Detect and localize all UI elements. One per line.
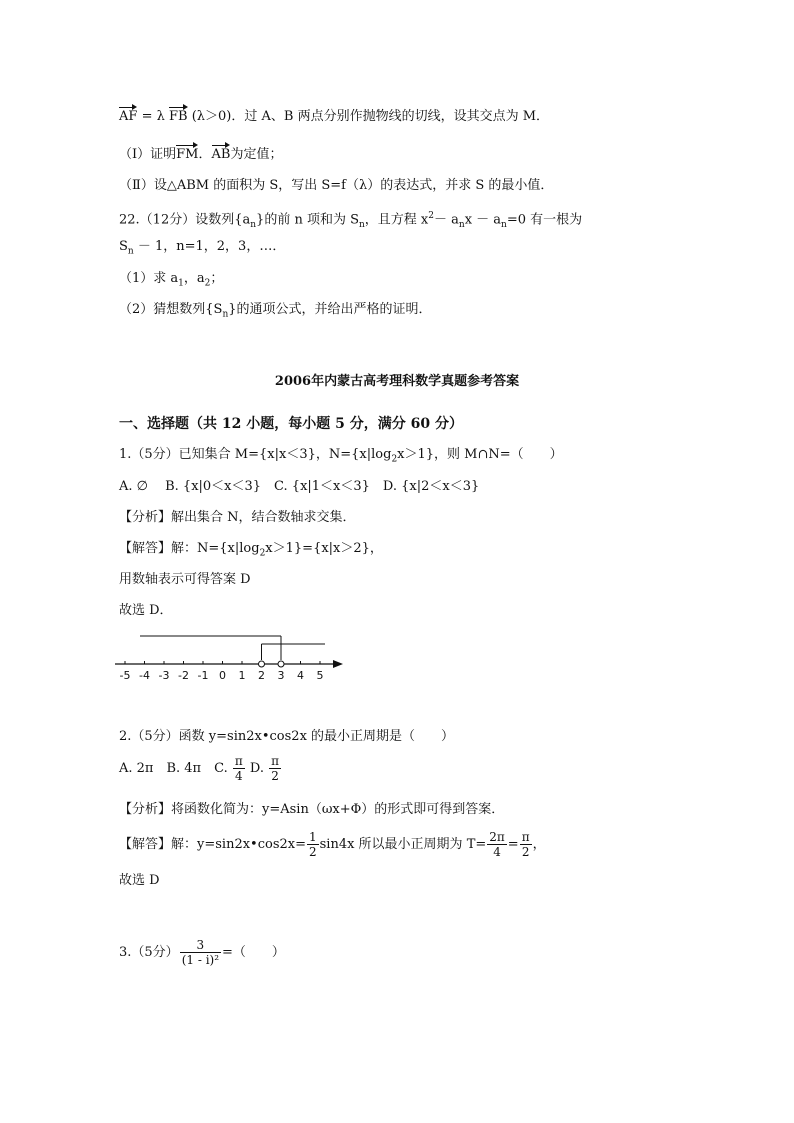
- vector-ab: AB: [211, 147, 231, 162]
- question-2-options: A. 2π B. 4π C. $\frac{\pi}{4}$ D. $\frac{\pi}{2}$: [119, 754, 280, 783]
- problem-22-stem-line2: $S_n - 1$，n=1，2，3，…．: [119, 239, 286, 257]
- problem-22-stem: 22.（12分）设数列$\{a_n\}$的前 n 项和为 $S_n$，且方程 $x^2- a_nx - a_n=0$ 有一根为: [119, 211, 583, 230]
- open-circle-3: [278, 661, 284, 667]
- number-line-figure: [110, 628, 360, 688]
- problem-prev-line1: AF = λ FB (λ＞0)．过 A、B 两点分别作抛物线的切线，设其交点为 M．: [119, 109, 550, 124]
- question-3-stem: 3.（5分） $\frac{3}{\text{(1 - i)²}}$ =（ ）: [119, 938, 285, 967]
- question-1-choice: 故选 D．: [119, 603, 173, 618]
- number-line-tick-label: 4: [297, 669, 304, 682]
- number-line-tick-label: 5: [316, 669, 324, 682]
- question-1-line3: 用数轴表示可得答案 D: [119, 572, 251, 587]
- section-heading: 一、选择题（共 12 小题，每小题 5 分，满分 60 分）: [119, 416, 463, 432]
- problem-prev-part2: （Ⅱ）设△ABM 的面积为 S，写出 S=f（λ）的表达式，并求 S 的最小值．: [119, 178, 554, 193]
- problem-22-part2: （2）猜想数列$\{S_n\}$的通项公式，并给出严格的证明．: [119, 302, 432, 320]
- question-2-choice: 故选 D: [119, 873, 160, 888]
- vector-fb: FB: [169, 109, 188, 124]
- number-line-tick-label: -3: [158, 669, 170, 682]
- question-1-solution: 【解答】解：$N=\{x|\log_2x>1\}=\{x|x>2\}$，: [119, 541, 383, 559]
- question-2-solution: 【解答】解：y=sin2x•cos2x= $\frac{1}{2}$ sin4x 所以最小正周期为 T= $\frac{2\pi}{4}$ = $\frac{\pi}{2}$ ，: [119, 830, 546, 859]
- fraction-pi-over-2: $\frac{\pi}{2}$: [271, 754, 280, 783]
- open-circle-2: [259, 661, 265, 667]
- answer-title: 2006年内蒙古高考理科数学真题参考答案: [274, 374, 520, 389]
- number-line-tick-label: -4: [139, 669, 150, 682]
- number-line-tick-label: -5: [119, 669, 131, 682]
- question-1-stem: 1.（5分）已知集合 M={x|x＜3}，$N=\{x|\log_2x>1\}$，则 M∩N=（ ）: [119, 447, 563, 465]
- question-1-options: A. ∅ B. {x|0＜x＜3} C. {x|1＜x＜3} D. {x|2＜x＜3}: [119, 479, 480, 494]
- question-2-analysis: 【分析】将函数化简为：y=Asin（ωx+Φ）的形式即可得到答案．: [119, 802, 505, 817]
- number-line-tick-label: 3: [277, 669, 285, 682]
- question-1-analysis: 【分析】解出集合 N，结合数轴求交集．: [119, 510, 356, 525]
- number-line-arrow-icon: [333, 660, 343, 668]
- number-line-tick-label: 0: [219, 669, 226, 682]
- number-line-tick-label: 1: [238, 669, 246, 682]
- number-line-tick-label: -2: [178, 669, 189, 682]
- fraction-3-over-1-minus-i-squared: $\frac{3}{\text{(1 - i)²}}$: [181, 938, 220, 967]
- fraction-pi-over-2-result: $\frac{\pi}{2}$: [521, 830, 530, 859]
- fraction-2pi-over-4: $\frac{2\pi}{4}$: [489, 830, 505, 859]
- question-2-stem: 2.（5分）函数 y=sin2x•cos2x 的最小正周期是（ ）: [119, 729, 455, 744]
- vector-fm: FM: [176, 147, 199, 162]
- fraction-pi-over-4: $\frac{\pi}{4}$: [234, 754, 243, 783]
- problem-prev-part1: （Ⅰ）证明FM．AB为定值；: [119, 147, 283, 162]
- number-line-tick-label: -1: [197, 669, 209, 682]
- equals: =: [141, 109, 153, 124]
- number-line-tick-label: 2: [258, 669, 265, 682]
- fraction-one-half: $\frac{1}{2}$: [308, 830, 317, 859]
- vector-af: AF: [119, 109, 138, 124]
- problem-22-part1: （1）求 $a_1$，$a_2$；: [119, 271, 224, 289]
